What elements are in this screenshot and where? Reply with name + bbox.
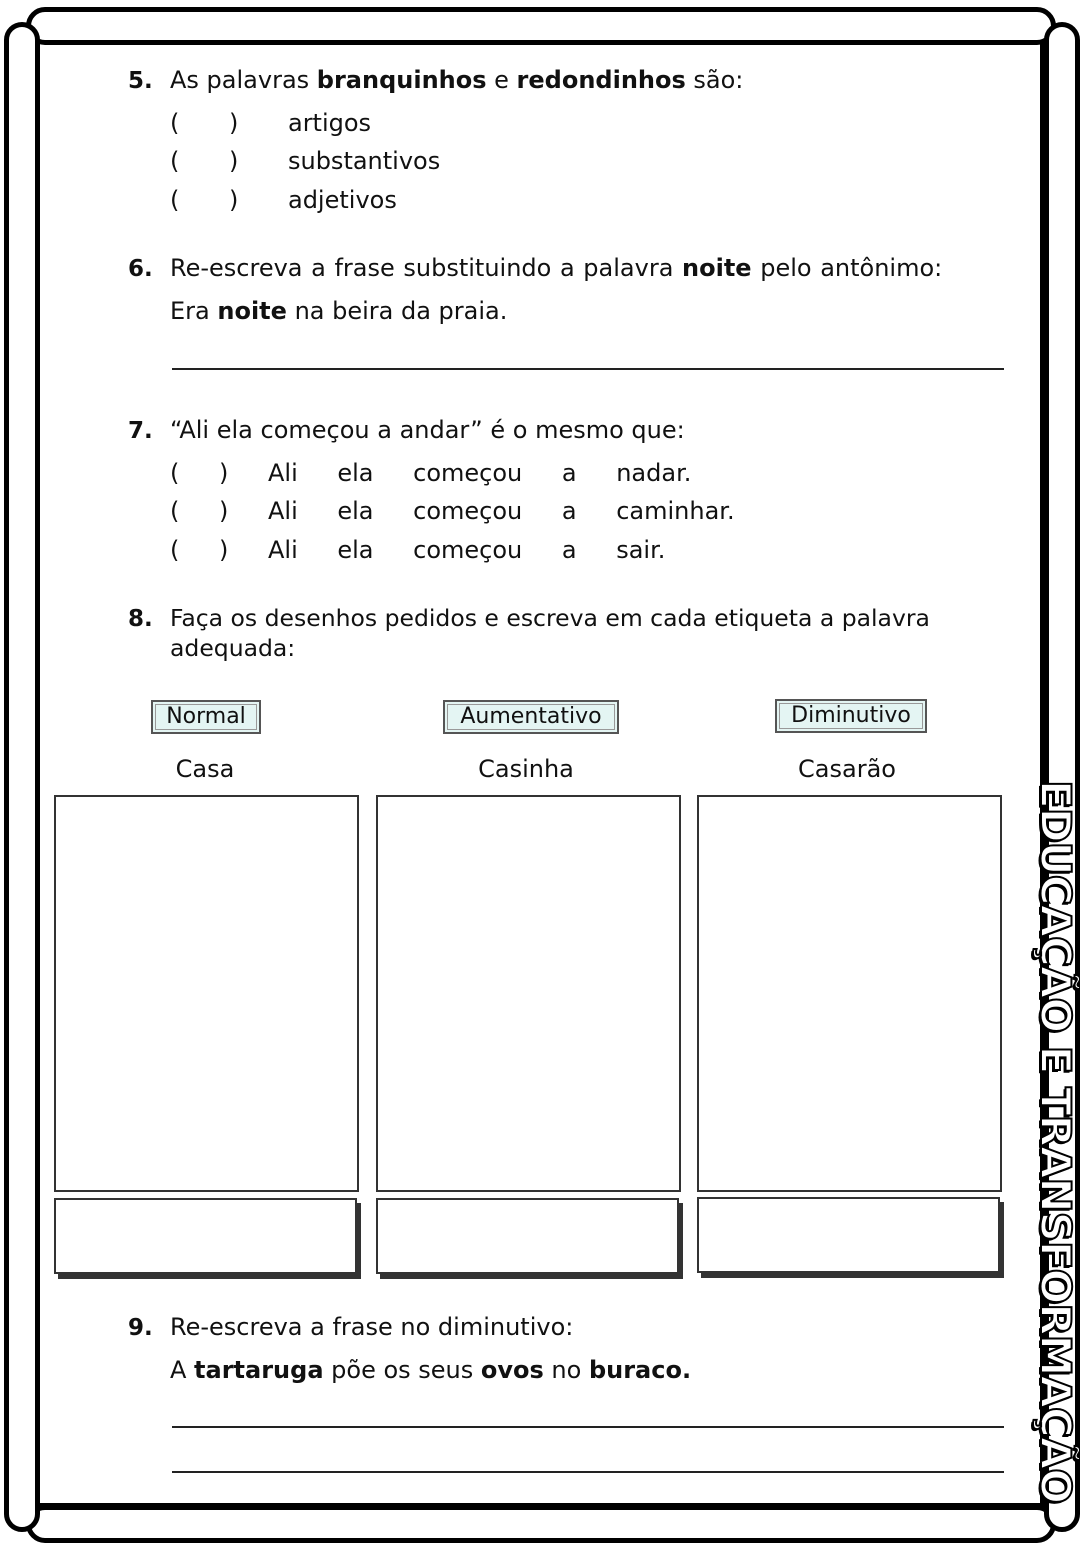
- q9-answer-line-1[interactable]: [172, 1426, 1004, 1428]
- q9-answer-line-2[interactable]: [172, 1471, 1004, 1473]
- label-box-3[interactable]: [697, 1197, 1000, 1273]
- q9-s3: no: [543, 1356, 589, 1384]
- label-box-1[interactable]: [54, 1198, 357, 1274]
- q6-post: pelo antônimo:: [751, 254, 943, 282]
- tag-normal: Normal: [151, 700, 261, 734]
- q9-s2: põe os seus: [323, 1356, 481, 1384]
- q5-pre: As palavras: [170, 66, 317, 94]
- tag-aumentativo: Aumentativo: [443, 700, 619, 734]
- q6-answer-line[interactable]: [172, 368, 1004, 370]
- q9-b3: buraco.: [588, 1356, 692, 1384]
- q5-option-3[interactable]: ( ) adjetivos: [170, 186, 397, 214]
- q7-option-3[interactable]: ( ) Ali ela começou a sair.: [170, 536, 666, 564]
- q7-number: 7.: [128, 418, 153, 444]
- q6-s-post: na beira da praia.: [286, 297, 508, 325]
- q9-number: 9.: [128, 1315, 153, 1341]
- tag-diminutivo: Diminutivo: [775, 699, 927, 733]
- q6-s-bold: noite: [217, 297, 287, 325]
- q6-bold: noite: [682, 254, 752, 282]
- q5-mid: e: [486, 66, 517, 94]
- drawing-box-1[interactable]: [54, 795, 359, 1192]
- watermark: EDUCAÇÃO E TRANSFORMAÇÃO: [1031, 780, 1080, 1503]
- q9-s1: A: [170, 1356, 195, 1384]
- q7-text: “Ali ela começou a andar” é o mesmo que:: [170, 416, 685, 444]
- q8-line1: Faça os desenhos pedidos e escreva em cada etiqueta a palavra: [170, 604, 930, 632]
- q9-b1: tartaruga: [194, 1356, 324, 1384]
- q5-number: 5.: [128, 68, 153, 94]
- frame-top-roll: [26, 7, 1056, 45]
- q9-text: Re-escreva a frase no diminutivo:: [170, 1313, 574, 1341]
- drawing-box-3[interactable]: [697, 795, 1002, 1192]
- q8-number: 8.: [128, 606, 153, 632]
- q6-sentence: [170, 297, 507, 325]
- word-casarao: Casarão: [798, 755, 896, 783]
- q6-text: [170, 254, 942, 282]
- q5-option-2[interactable]: ( ) substantivos: [170, 147, 441, 175]
- frame-left-roll: [4, 22, 40, 1532]
- q5-word2: redondinhos: [516, 66, 686, 94]
- q8-line2: adequada:: [170, 634, 296, 662]
- q5-word1: branquinhos: [316, 66, 487, 94]
- drawing-box-2[interactable]: [376, 795, 681, 1192]
- word-casinha: Casinha: [478, 755, 574, 783]
- q5-post: são:: [685, 66, 744, 94]
- q5-text: [170, 66, 743, 94]
- frame-bottom-roll: [26, 1505, 1056, 1543]
- q6-s-pre: Era: [170, 297, 218, 325]
- q7-option-2[interactable]: ( ) Ali ela começou a caminhar.: [170, 497, 735, 525]
- q9-sentence: [170, 1356, 691, 1384]
- q6-number: 6.: [128, 256, 153, 282]
- word-casa: Casa: [175, 755, 235, 783]
- q6-pre: Re-escreva a frase substituindo a palavra: [170, 254, 683, 282]
- q5-option-1[interactable]: ( ) artigos: [170, 109, 372, 137]
- q9-b2: ovos: [480, 1356, 544, 1384]
- label-box-2[interactable]: [376, 1198, 679, 1274]
- q7-option-1[interactable]: ( ) Ali ela começou a nadar.: [170, 459, 692, 487]
